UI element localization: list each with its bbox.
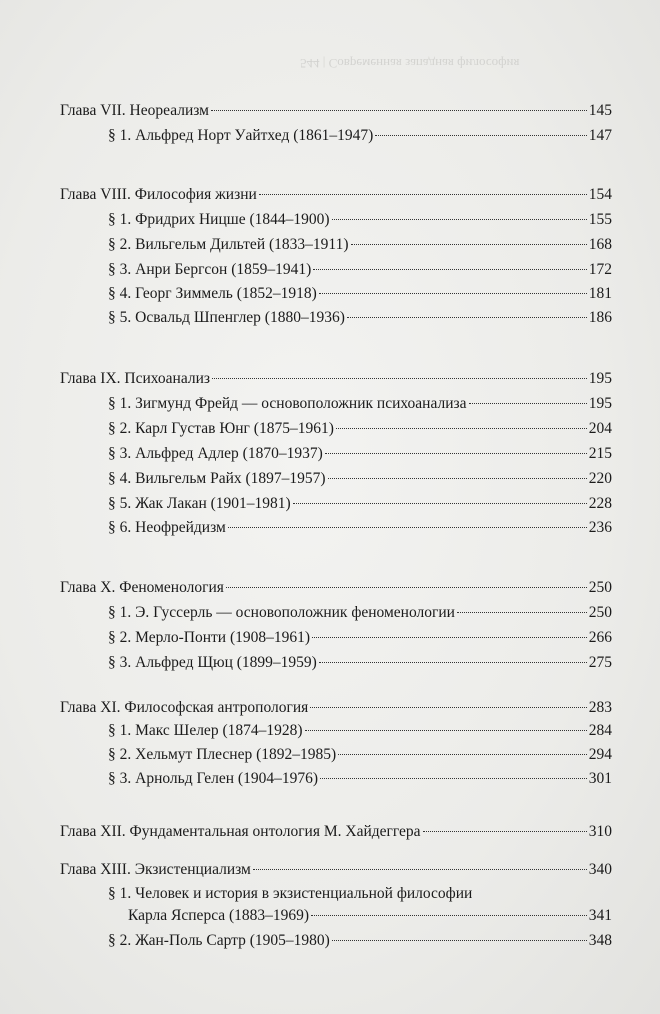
leader-dots (325, 453, 587, 454)
toc-section[interactable] (108, 260, 612, 280)
page-number: 154 (588, 186, 612, 203)
page-number: 172 (588, 261, 612, 278)
section-title: § 2. Карл Густав Юнг (1875–1961) (108, 420, 334, 437)
leader-dots (311, 915, 587, 916)
section-title: § 2. Вильгельм Дильтей (1833–1911) (108, 236, 349, 253)
leader-dots (293, 503, 587, 504)
leader-dots (375, 135, 586, 136)
page-number: 181 (588, 285, 612, 302)
toc-section[interactable] (108, 653, 612, 673)
page-number: 301 (588, 770, 612, 787)
chapter-title: Глава XI. Философская антропология (60, 699, 309, 716)
leader-dots (212, 378, 587, 379)
leader-dots (319, 662, 587, 663)
section-title: § 5. Жак Лакан (1901–1981) (108, 495, 291, 512)
page-number: 145 (588, 102, 612, 119)
section-title: § 1. Фридрих Ницше (1844–1900) (108, 211, 330, 228)
section-title: § 3. Альфред Щюц (1899–1959) (108, 654, 317, 671)
toc-section[interactable] (128, 906, 612, 926)
section-title: § 2. Жан-Поль Сартр (1905–1980) (108, 932, 330, 949)
toc-chapter-vii[interactable] (60, 101, 612, 121)
toc-chapter-xi[interactable] (60, 698, 612, 718)
section-title: § 1. Э. Гуссерль — основоположник феноменологии (108, 604, 455, 621)
section-title: § 6. Неофрейдизм (108, 519, 226, 536)
page-number: 266 (588, 629, 612, 646)
chapter-title: Глава X. Феноменология (60, 579, 224, 596)
page-number: 186 (588, 309, 612, 326)
leader-dots (226, 587, 587, 588)
toc-section[interactable] (108, 769, 612, 789)
page-number: 147 (588, 127, 612, 144)
page-number: 294 (588, 746, 612, 763)
toc-section[interactable] (108, 394, 612, 414)
leader-dots (347, 317, 587, 318)
leader-dots (469, 403, 587, 404)
page-number: 284 (588, 722, 612, 739)
section-title: § 1. Макс Шелер (1874–1928) (108, 722, 303, 739)
leader-dots (457, 612, 587, 613)
toc-chapter-x[interactable] (60, 578, 612, 598)
leader-dots (305, 730, 587, 731)
section-title: § 1. Зигмунд Фрейд — основоположник психоанализа (108, 395, 467, 412)
page-number: 195 (588, 370, 612, 387)
page-number: 195 (588, 395, 612, 412)
toc-section[interactable] (108, 284, 612, 304)
leader-dots (313, 269, 586, 270)
section-title: § 2. Мерло-Понти (1908–1961) (108, 629, 311, 646)
chapter-title: Глава XII. Фундаментальная онтология М. Хайдеггера (60, 823, 421, 840)
chapter-title: Глава VIII. Философия жизни (60, 186, 257, 203)
toc-section[interactable] (108, 603, 612, 623)
section-title: § 3. Анри Бергсон (1859–1941) (108, 261, 312, 278)
page-number: 250 (588, 604, 612, 621)
toc-section[interactable] (108, 628, 612, 648)
leader-dots (259, 194, 587, 195)
page-number: 283 (588, 699, 612, 716)
leader-dots (253, 869, 587, 870)
toc-section[interactable] (108, 126, 612, 146)
toc-chapter-xii[interactable] (60, 822, 612, 842)
leader-dots (351, 244, 587, 245)
page-number: 155 (588, 211, 612, 228)
section-title: Карла Ясперса (1883–1969) (128, 907, 310, 924)
toc-section[interactable] (108, 518, 612, 538)
toc-chapter-xiii[interactable] (60, 860, 612, 880)
bleed-through-header: 544 | Современная западная философия (300, 56, 520, 71)
toc-section[interactable] (108, 419, 612, 439)
page-number: 310 (588, 823, 612, 840)
section-title: § 1. Альфред Норт Уайтхед (1861–1947) (108, 127, 374, 144)
leader-dots (312, 637, 587, 638)
toc-section[interactable] (108, 444, 612, 464)
toc-section[interactable] (108, 931, 612, 951)
toc-section[interactable] (108, 721, 612, 741)
page-number: 340 (588, 861, 612, 878)
toc-section[interactable] (108, 745, 612, 765)
toc-section[interactable] (108, 210, 612, 230)
toc-chapter-viii[interactable] (60, 185, 612, 205)
section-title: § 2. Хельмут Плеснер (1892–1985) (108, 746, 337, 763)
page-number: 204 (588, 420, 612, 437)
chapter-title: Глава IX. Психоанализ (60, 370, 211, 387)
chapter-title: Глава XIII. Экзистенциализм (60, 861, 251, 878)
toc-chapter-ix[interactable] (60, 369, 612, 389)
page-number: 341 (588, 907, 612, 924)
leader-dots (332, 940, 587, 941)
toc-section[interactable] (108, 469, 612, 489)
page-number: 168 (588, 236, 612, 253)
leader-dots (338, 754, 587, 755)
leader-dots (336, 428, 587, 429)
page-number: 236 (588, 519, 612, 536)
toc-section[interactable] (108, 308, 612, 328)
section-title: § 3. Альфред Адлер (1870–1937) (108, 445, 323, 462)
page-number: 348 (588, 932, 612, 949)
page-number: 228 (588, 495, 612, 512)
section-title: § 5. Освальд Шпенглер (1880–1936) (108, 309, 345, 326)
leader-dots (423, 831, 587, 832)
section-title: § 4. Георг Зиммель (1852–1918) (108, 285, 317, 302)
section-title: § 4. Вильгельм Райх (1897–1957) (108, 470, 326, 487)
leader-dots (328, 478, 587, 479)
leader-dots (320, 778, 587, 779)
page-number: 215 (588, 445, 612, 462)
leader-dots (319, 293, 587, 294)
chapter-title: Глава VII. Неореализм (60, 102, 209, 119)
page-number: 250 (588, 579, 612, 596)
leader-dots (310, 707, 586, 708)
section-title: § 3. Арнольд Гелен (1904–1976) (108, 770, 318, 787)
leader-dots (228, 527, 587, 528)
toc-section[interactable] (108, 235, 612, 255)
page-number: 220 (588, 470, 612, 487)
leader-dots (332, 219, 587, 220)
leader-dots (211, 110, 587, 111)
toc-section[interactable] (108, 494, 612, 514)
page-number: 275 (588, 654, 612, 671)
section-title-line1: § 1. Человек и история в экзистенциальной философии (108, 885, 473, 902)
